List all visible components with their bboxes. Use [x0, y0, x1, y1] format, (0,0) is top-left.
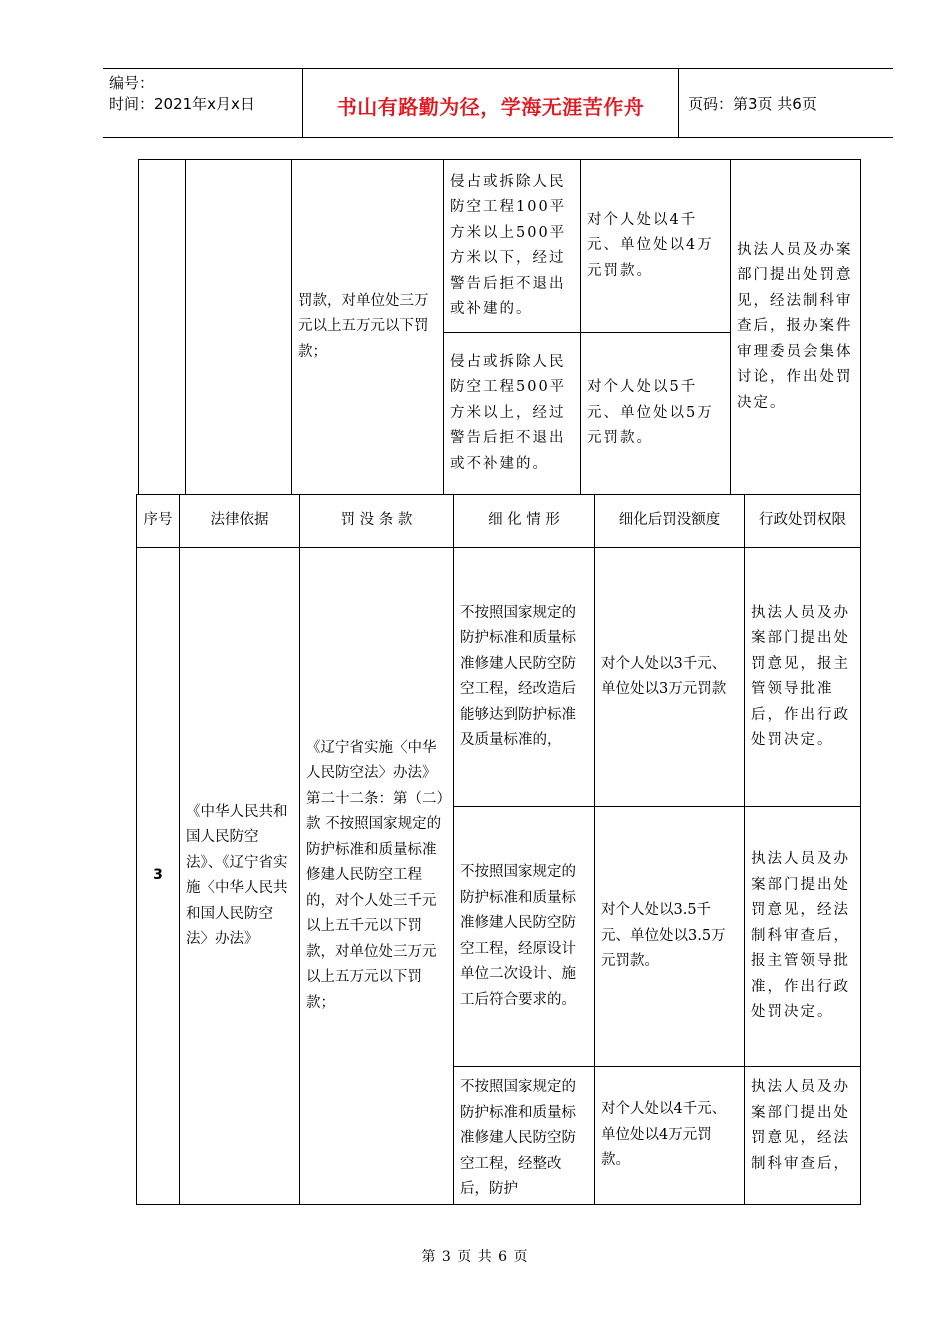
- header-situation: 细 化 情 形: [454, 495, 595, 548]
- document-time-label: 时间：2021年x月x日: [109, 95, 255, 113]
- item-number: 3: [137, 548, 180, 1205]
- legal-basis-cell: [186, 160, 292, 495]
- clause-cell: 罚款，对单位处三万元以上五万元以下罚款；: [292, 160, 444, 495]
- situation-cell: 不按照国家规定的防护标准和质量标准修建人民防空防空工程，经原设计单位二次设计、施工后符合要求的。: [454, 807, 595, 1067]
- amount-cell: 对个人处以4千元、单位处以4万元罚款。: [581, 160, 731, 333]
- header-authority: 行政处罚权限: [745, 495, 861, 548]
- legal-basis-cell: 《中华人民共和国人民防空法》、《辽宁省实施〈中华人民共和国人民防空法〉办法》: [180, 548, 300, 1205]
- continuation-table: [138, 159, 861, 495]
- header-divider: [678, 69, 679, 137]
- situation-cell: 侵占或拆除人民防空工程100平方米以上500平方米以下，经过警告后拒不退出或补建的。: [444, 160, 581, 333]
- situation-cell: 不按照国家规定的防护标准和质量标准修建人民防空防空工程，经改造后能够达到防护标准及质量标准的，: [454, 548, 595, 807]
- table-row: [137, 548, 861, 807]
- page-footer: 第 3 页 共 6 页: [421, 1249, 529, 1265]
- amount-cell: 对个人处以3千元、单位处以3万元罚款: [595, 548, 745, 807]
- situation-cell: 侵占或拆除人民防空工程500平方米以上，经过警告后拒不退出或不补建的。: [444, 333, 581, 495]
- amount-cell: 对个人处以3.5千元、单位处以3.5万元罚款。: [595, 807, 745, 1067]
- header-motto: 书山有路勤为径，学海无涯苦作舟: [336, 95, 645, 119]
- situation-cell: 不按照国家规定的防护标准和质量标准修建人民防空防空工程，经整改后，防护: [454, 1067, 595, 1205]
- header-number: 序号: [137, 495, 180, 548]
- header-amount: 细化后罚没额度: [595, 495, 745, 548]
- authority-cell: 执法人员及办案部门提出处罚意见，经法制科审查后，报主管领导批准，作出行政处罚决定。: [745, 807, 861, 1067]
- header-clause: 罚 没 条 款: [300, 495, 454, 548]
- authority-cell: 执法人员及办案部门提出处罚意见，报主管领导批准后，作出行政处罚决定。: [745, 548, 861, 807]
- table-row: [139, 160, 861, 333]
- clause-cell: 《辽宁省实施〈中华人民防空法〉办法》第二十二条：第（二）款 不按照国家规定的防护标准和质量标准修建人民防空工程的，对个人处三千元以上五千元以下罚款，对单位处三万元以上五万元以下罚款；: [300, 548, 454, 1205]
- document-number-label: 编号：: [109, 74, 155, 92]
- penalty-table: [136, 494, 861, 1205]
- table-header-row: [137, 495, 861, 548]
- header-page-number: 页码：第3页 共6页: [688, 95, 817, 113]
- number-cell: [139, 160, 186, 495]
- authority-cell: 执法人员及办案部门提出处罚意见，经法制科审查后，报办案件审理委员会集体讨论，作出处罚决定。: [731, 160, 861, 495]
- authority-cell: 执法人员及办案部门提出处罚意见，经法制科审查后，: [745, 1067, 861, 1205]
- page-header: [103, 68, 893, 138]
- amount-cell: 对个人处以4千元、单位处以4万元罚款。: [595, 1067, 745, 1205]
- header-meta: [109, 73, 255, 115]
- amount-cell: 对个人处以5千元、单位处以5万元罚款。: [581, 333, 731, 495]
- header-legal-basis: 法律依据: [180, 495, 300, 548]
